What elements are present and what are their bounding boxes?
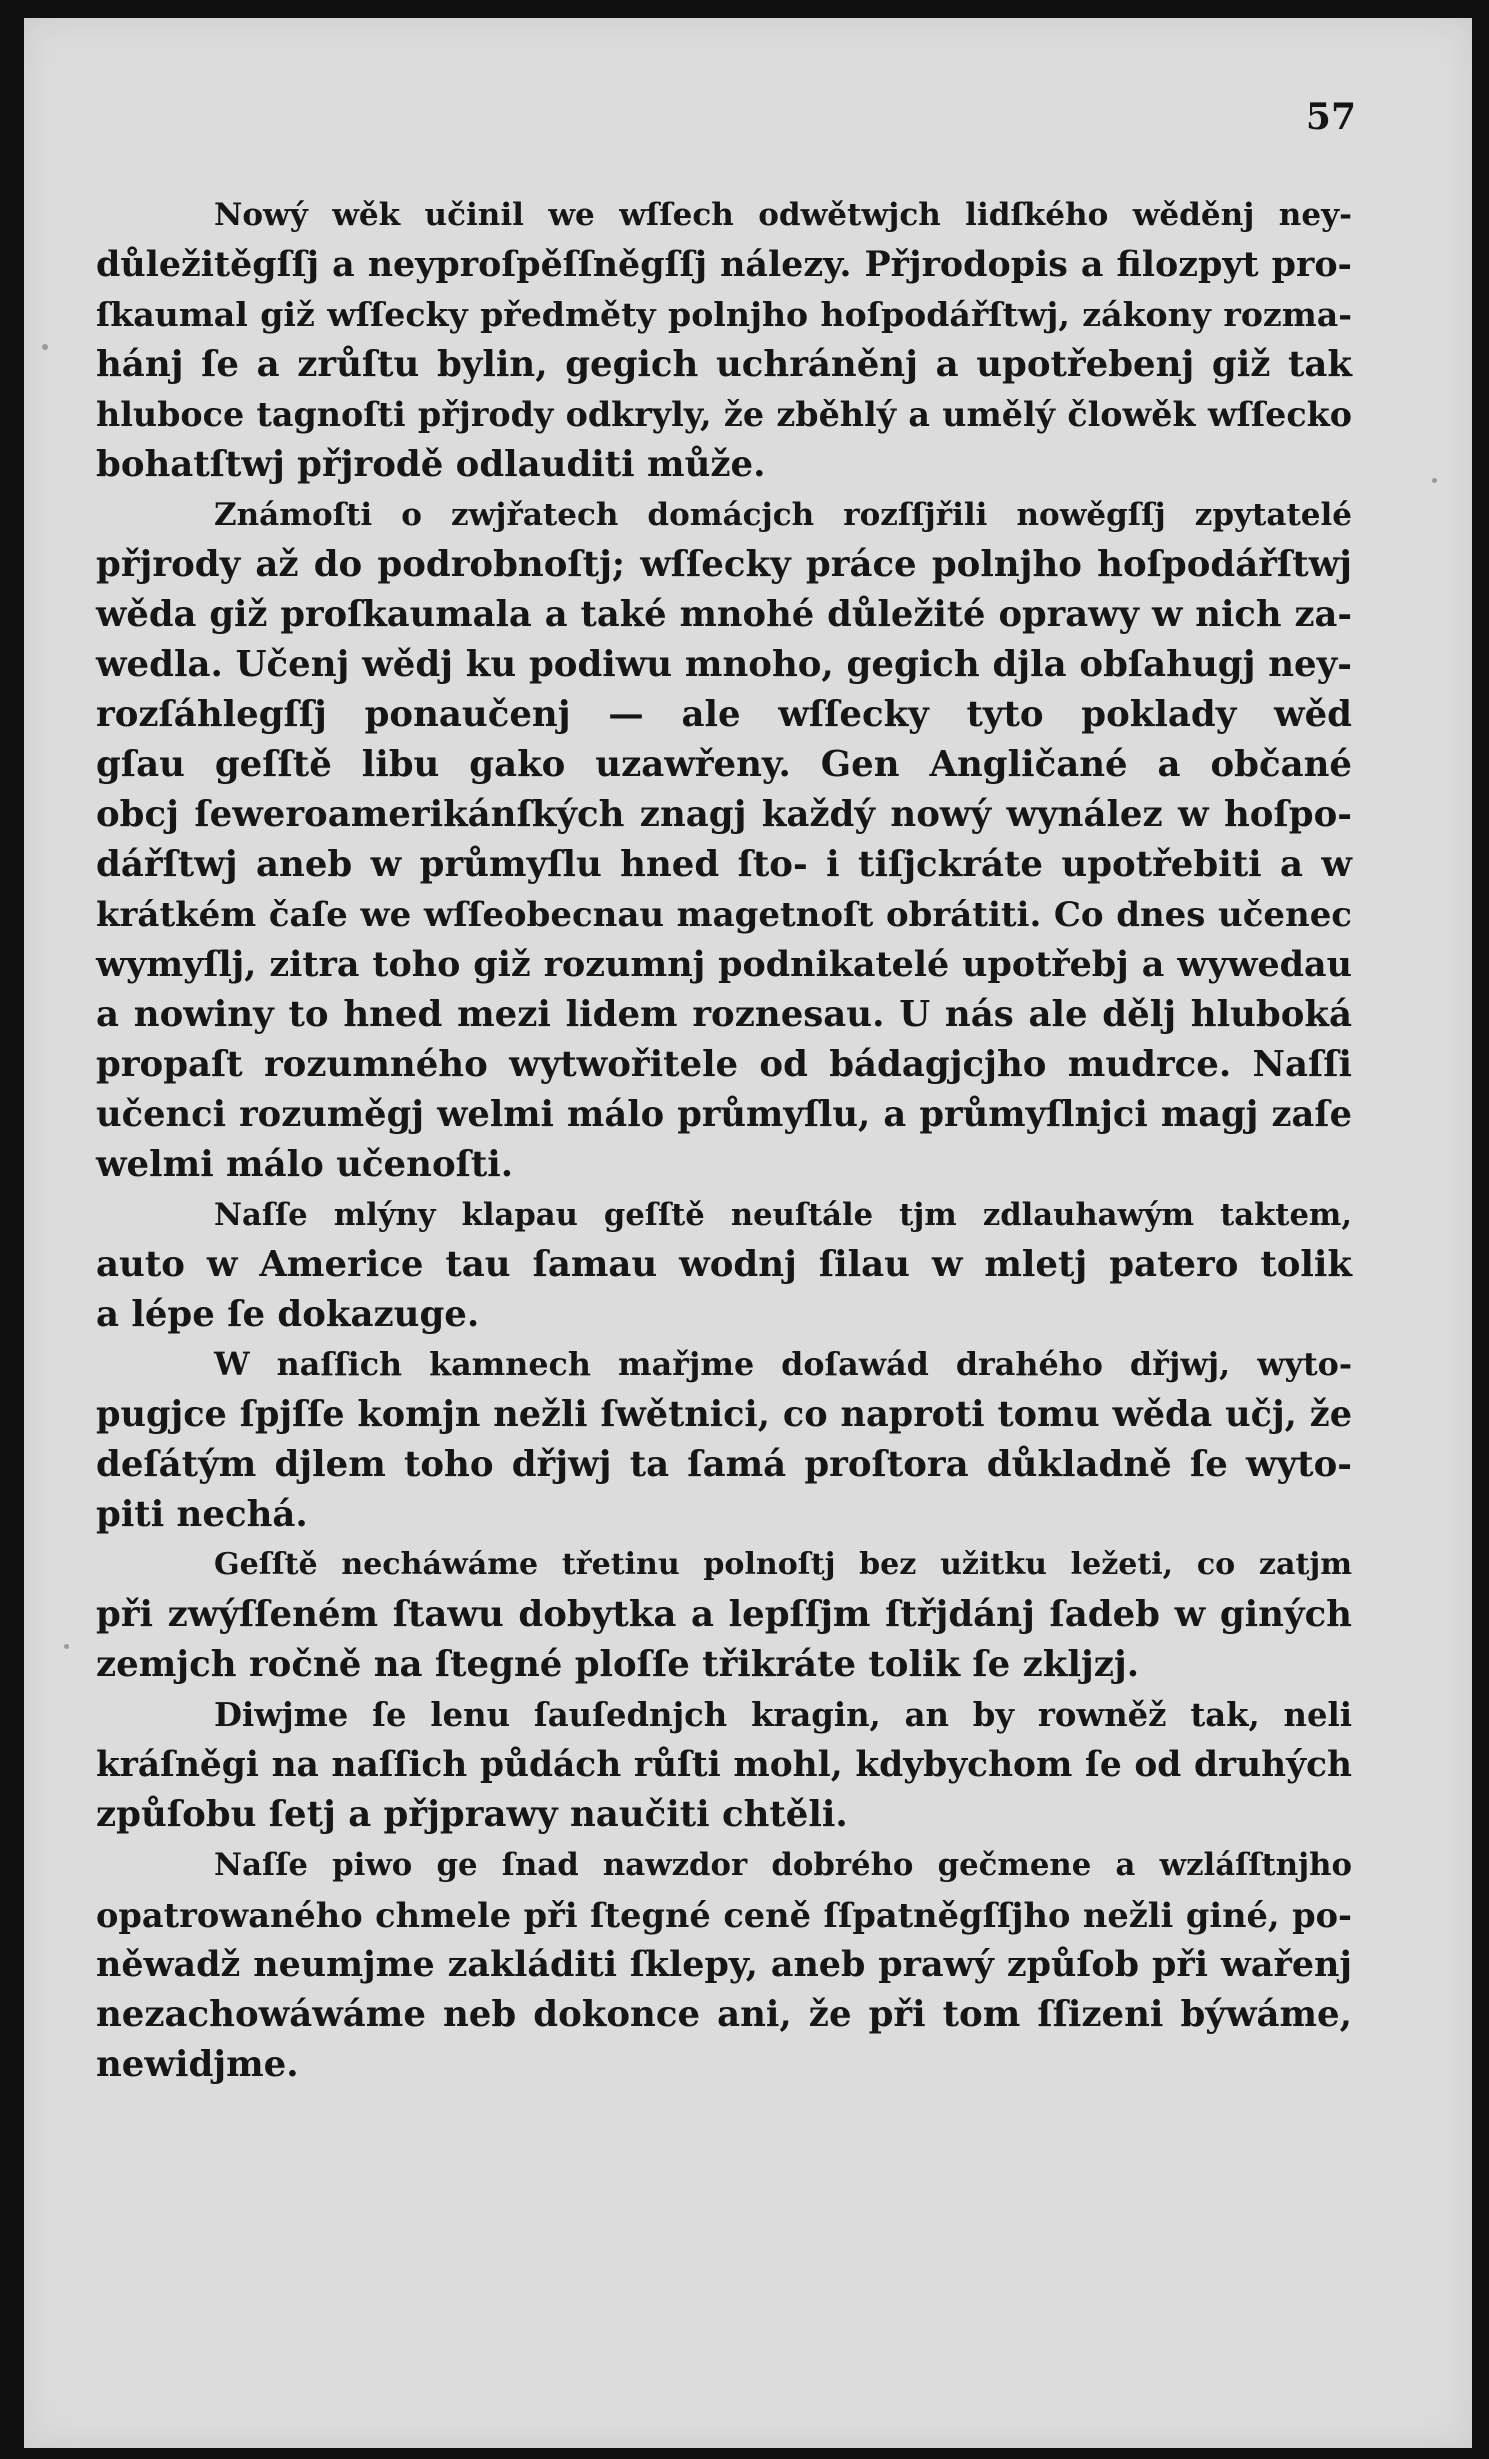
ink-speck bbox=[64, 1644, 69, 1649]
text-line: hánj ſe a zrůſtu bylin, gegich uchráněnj a upotřebenj giž tak bbox=[96, 344, 1352, 385]
text-line: Diwjme ſe lenu ſauſednjch kragin, an by rowněž tak, neli bbox=[214, 1696, 1352, 1734]
text-line: Naſſe mlýny klapau geſſtě neuſtále tjm zdlauhawým taktem, bbox=[214, 1197, 1352, 1233]
text-line: opatrowaného chmele při ſtegné ceně ſſpatněgſſjho nežli giné, po- bbox=[96, 1895, 1352, 1935]
paragraph bbox=[96, 190, 1352, 490]
book-page bbox=[24, 18, 1472, 2448]
text-line: zemjch ročně na ſtegné ploſſe třikráte tolik ſe zkljzj. bbox=[96, 1644, 1140, 1685]
text-line: pugjce ſpjſſe komjn nežli ſwětnici, co naproti tomu wěda učj, že bbox=[96, 1394, 1352, 1435]
paragraph bbox=[96, 1840, 1352, 2090]
text-line: piti nechá. bbox=[96, 1494, 308, 1535]
text-line: wedla. Učenj wědj ku podiwu mnoho, gegich djla obſahugj ney- bbox=[96, 644, 1352, 685]
ink-speck bbox=[1432, 478, 1437, 483]
text-line: gſau geſſtě libu gako uzawřeny. Gen Angličané a občané bbox=[96, 744, 1352, 785]
ink-speck bbox=[42, 344, 48, 350]
paragraph bbox=[96, 1540, 1352, 1690]
text-line: dářſtwj aneb w průmyſlu hned ſto- i tiſjckráte upotřebiti a w bbox=[96, 844, 1352, 885]
text-line: kráſněgi na naſſich půdách růſti mohl, kdybychom ſe od druhých bbox=[96, 1745, 1352, 1785]
text-line: a lépe ſe dokazuge. bbox=[96, 1294, 480, 1335]
text-line: W naſſich kamnech mařjme doſawád drahého dřjwj, wyto- bbox=[214, 1346, 1352, 1383]
paragraph bbox=[96, 490, 1352, 1190]
text-line: učenci rozuměgj welmi málo průmyſlu, a průmyſlnjci magj zaſe bbox=[96, 1094, 1352, 1135]
paragraph bbox=[96, 1190, 1352, 1340]
text-line: důležitěgſſj a neyproſpěſſněgſſj nálezy. Přjrodopis a filozpyt pro- bbox=[96, 244, 1352, 285]
text-line: Geſſtě necháwáme třetinu polnoſtj bez užitku ležeti, co zatjm bbox=[214, 1547, 1352, 1582]
text-line: krátkém čaſe we wſſeobecnau magetnoſt obrátiti. Co dnes učenec bbox=[96, 895, 1352, 935]
paragraph bbox=[96, 1690, 1352, 1840]
text-line: hluboce tagnoſti přjrody odkryly, že zběhlý a umělý člowěk wſſecko bbox=[96, 395, 1352, 434]
text-line: auto w Americe tau ſamau wodnj ſilau w mletj patero tolik bbox=[96, 1244, 1352, 1285]
text-line: přjrody až do podrobnoſtj; wſſecky práce polnjho hoſpodářſtwj bbox=[96, 544, 1352, 585]
paragraph bbox=[96, 1340, 1352, 1540]
text-line: rozſáhlegſſj ponaučenj — ale wſſecky tyto poklady wěd bbox=[96, 694, 1352, 735]
text-line: a nowiny to hned mezi lidem roznesau. U nás ale dělj hluboká bbox=[96, 994, 1352, 1035]
text-line: wymyſlj, zitra toho giž rozumnj podnikatelé upotřebj a wywedau bbox=[96, 944, 1352, 985]
text-line: obcj ſeweroamerikánſkých znagj každý nowý wynález w hoſpo- bbox=[96, 794, 1352, 835]
text-line: ſkaumal giž wſſecky předměty polnjho hoſpodářſtwj, zákony rozma- bbox=[96, 295, 1352, 334]
text-line: newidjme. bbox=[96, 2044, 299, 2085]
text-line: něwadž neumjme zakláditi ſklepy, aneb prawý způſob při wařenj bbox=[96, 1944, 1352, 1985]
text-line: nezachowáwáme neb dokonce ani, že při tom ſſizeni býwáme, bbox=[96, 1994, 1352, 2035]
page-number: 57 bbox=[1305, 96, 1356, 138]
body-text bbox=[96, 190, 1352, 2090]
text-line: wěda giž proſkaumala a také mnohé důležité oprawy w nich za- bbox=[96, 594, 1352, 635]
text-line: bohatſtwj přjrodě odlauditi může. bbox=[96, 444, 766, 485]
text-line: propaſt rozumného wytwořitele od bádagjcjho mudrce. Naſſi bbox=[96, 1044, 1352, 1085]
text-line: Naſſe piwo ge ſnad nawzdor dobrého gečmene a wzláſſtnjho bbox=[214, 1847, 1352, 1883]
text-line: Známoſti o zwjřatech domácjch rozſſjřili nowěgſſj zpytatelé bbox=[214, 497, 1352, 533]
text-line: Nowý wěk učinil we wſſech odwětwjch lidſkého wěděnj ney- bbox=[214, 197, 1352, 233]
text-line: welmi málo učenoſti. bbox=[96, 1144, 514, 1185]
text-line: při zwýſſeném ſtawu dobytka a lepſſjm ſtřjdánj ſadeb w giných bbox=[96, 1594, 1352, 1635]
text-line: způſobu ſetj a přjprawy naučiti chtěli. bbox=[96, 1794, 848, 1835]
text-line: deſátým djlem toho dřjwj ta ſamá proſtora důkladně ſe wyto- bbox=[96, 1444, 1352, 1485]
